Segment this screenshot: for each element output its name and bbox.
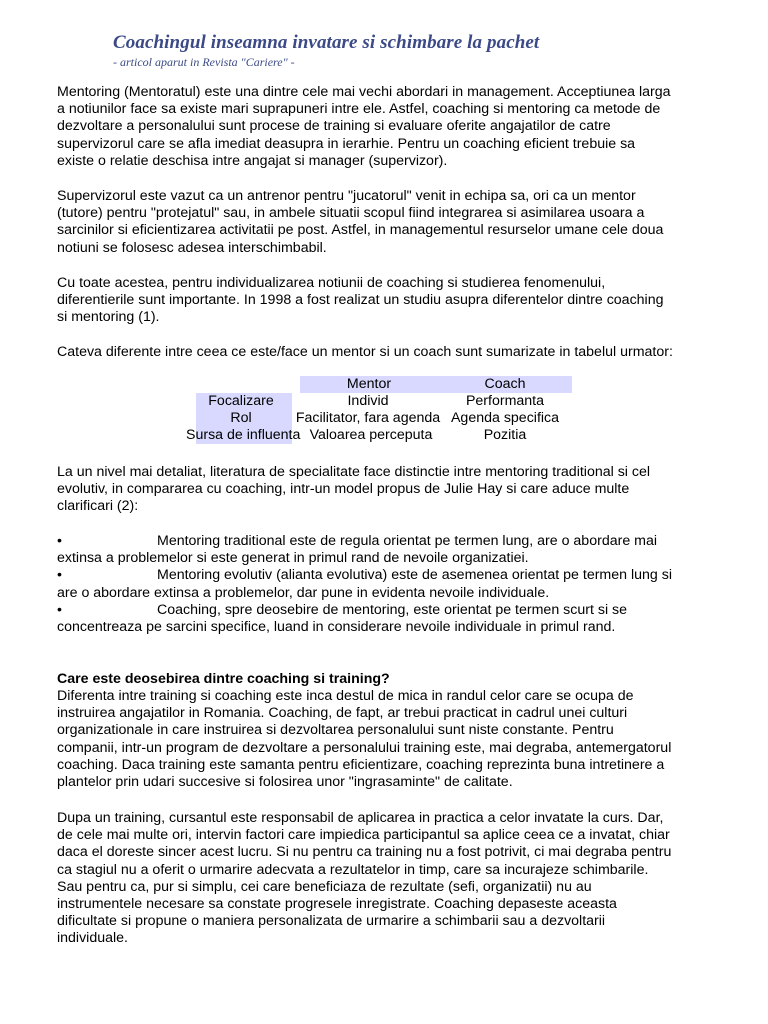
text-line: daca el doreste sincer acest lucru. Si nu pentru ca training nu a fost potrivit, ci mai degraba pentru	[57, 844, 672, 861]
text-line: Dupa un training, cursantul este responsabil de aplicarea in practica a celor invatate la curs. Dar,	[57, 810, 664, 826]
table-header-mentor: Mentor	[346, 376, 392, 392]
table-row-label: Sursa de influenta	[186, 427, 301, 443]
table-cell: Valoarea perceputa	[309, 427, 433, 443]
text-line: Supervizorul este vazut ca un antrenor pentru "jucatorul" venit in echipa sa, ori ca un mentor	[57, 188, 636, 204]
bullet-text-continued: extinsa a problemelor si este generat in primul rand de nevoile organizatiei.	[57, 550, 529, 567]
paragraph-1	[57, 84, 717, 170]
text-line: dezvoltare a personalului sunt procese de training si evaluare oferite angajatilor de catre	[57, 118, 611, 135]
table-cell: Performanta	[465, 393, 545, 409]
text-line: companii, intr-un program de dezvoltare a personalului training este, mai degraba, antemergatorul	[57, 739, 672, 756]
paragraph-6	[57, 688, 717, 791]
text-line: de cele mai multe ori, intervin factori care impiedica participantul sa aplice ceea ce a invatat, chiar	[57, 827, 670, 844]
text-line: notiuni se folosesc adesea interschimbabil.	[57, 239, 327, 256]
paragraph-4	[57, 344, 717, 361]
bullet-marker: •	[57, 533, 62, 549]
text-line: Mentoring (Mentoratul) este una dintre cele mai vechi abordari in management. Acceptiunea larga	[57, 84, 671, 100]
section-heading: Care este deosebirea dintre coaching si training?	[57, 671, 390, 687]
text-line: instrumentele necesare sa constate progresele inregistrate. Coaching depaseste aceasta	[57, 896, 617, 913]
bullet-text-continued: concentreaza pe sarcini specifice, luand in considerare nevoile individuale in primul rand.	[57, 619, 616, 636]
text-line: (tutore) pentru "protejatul" sau, in ambele situatii scopul fiind integrarea si asimilarea usoara a	[57, 205, 645, 222]
article-title: Coachingul inseamna invatare si schimbare la pachet	[113, 32, 540, 53]
bullet-text-continued: are o abordare extinsa a problemelor, dar pune in evidenta nevoile individuale.	[57, 584, 550, 601]
paragraph-2	[57, 188, 717, 257]
text-line: individuale.	[57, 930, 128, 947]
bullet-text: Mentoring evolutiv (alianta evolutiva) este de asemenea orientat pe termen lung si	[157, 567, 672, 584]
table-cell: Pozitia	[483, 427, 527, 443]
table-cell: Facilitator, fara agenda	[295, 410, 441, 426]
list-item	[57, 567, 717, 584]
text-line: a notiunilor face sa existe mari suprapuneri intre ele. Astfel, coaching si mentoring ca metode de	[57, 101, 661, 118]
text-line: organizationale in care instruirea si dezvoltarea personalului sunt niste constante. Pentru	[57, 722, 614, 739]
table-row-label: Focalizare	[208, 393, 274, 409]
list-item	[57, 533, 717, 550]
table-cell: Agenda specifica	[450, 410, 560, 426]
text-line: La un nivel mai detaliat, literatura de specialitate face distinctie intre mentoring traditional si cel	[57, 464, 651, 480]
bullet-text: Mentoring traditional este de regula orientat pe termen lung, are o abordare mai	[157, 533, 658, 549]
bullet-marker: •	[57, 567, 62, 584]
text-line: clarificari (2):	[57, 498, 139, 515]
table-header-coach: Coach	[484, 376, 526, 392]
text-line: sarcinilor si eficientizarea activitatii pe post. Astfel, in managementul resurselor umane cele doua	[57, 222, 664, 239]
text-line: supervizorul care se afla imediat deasupra in ierarhie. Pentru un coaching eficient trebuie sa	[57, 135, 636, 152]
bullet-marker: •	[57, 601, 62, 618]
text-line: existe o relatie deschisa intre angajat si manager (supervizor).	[57, 152, 448, 169]
text-line: dificultate si propune o maniera personalizata de urmarire a schimbarii sau a dezvoltarii	[57, 913, 606, 930]
text-line: Diferenta intre training si coaching este inca destul de mica in randul celor care se ocupa de	[57, 688, 634, 704]
bullet-list	[57, 533, 717, 636]
text-line: instruirea angajatilor in Romania. Coaching, de fapt, ar trebui practicat in cadrul unei culturi	[57, 705, 628, 722]
list-item	[57, 602, 717, 619]
text-line: Sau pentru ca, pur si simplu, cei care beneficiaza de rezultate (sefi, organizatii) nu au	[57, 878, 592, 895]
paragraph-5	[57, 464, 717, 516]
text-line: coaching. Daca training este samanta pentru eficientizare, coaching reprezinta buna intretinere a	[57, 756, 665, 773]
text-line: Cateva diferente intre ceea ce este/face un mentor si un coach sunt sumarizate in tabelul urmator:	[57, 344, 673, 360]
paragraph-3	[57, 275, 717, 327]
text-line: plantelor prin udari succesive si folosirea unor "ingrasaminte" de calitate.	[57, 774, 513, 791]
bullet-text: Coaching, spre deosebire de mentoring, este orientat pe termen scurt si se	[157, 601, 628, 618]
text-line: si mentoring (1).	[57, 309, 160, 326]
text-line: Cu toate acestea, pentru individualizarea notiunii de coaching si studierea fenomenului,	[57, 275, 606, 291]
table-cell: Individ	[347, 393, 389, 409]
article-subtitle: - articol aparut in Revista "Cariere" -	[113, 55, 295, 69]
text-line: evolutiv, in compararea cu coaching, intr-un model propus de Julie Hay si care aduce multe	[57, 481, 630, 498]
table-row-label: Rol	[230, 410, 252, 426]
text-line: ca stagiul nu a oferit o urmarire adecvata a rezultatelor in timp, care sa incurajeze schimbarile.	[57, 861, 649, 878]
paragraph-7	[57, 810, 717, 948]
text-line: diferentierile sunt importante. In 1998 a fost realizat un studiu asupra diferentelor dintre coaching	[57, 292, 664, 309]
comparison-table	[0, 376, 768, 446]
